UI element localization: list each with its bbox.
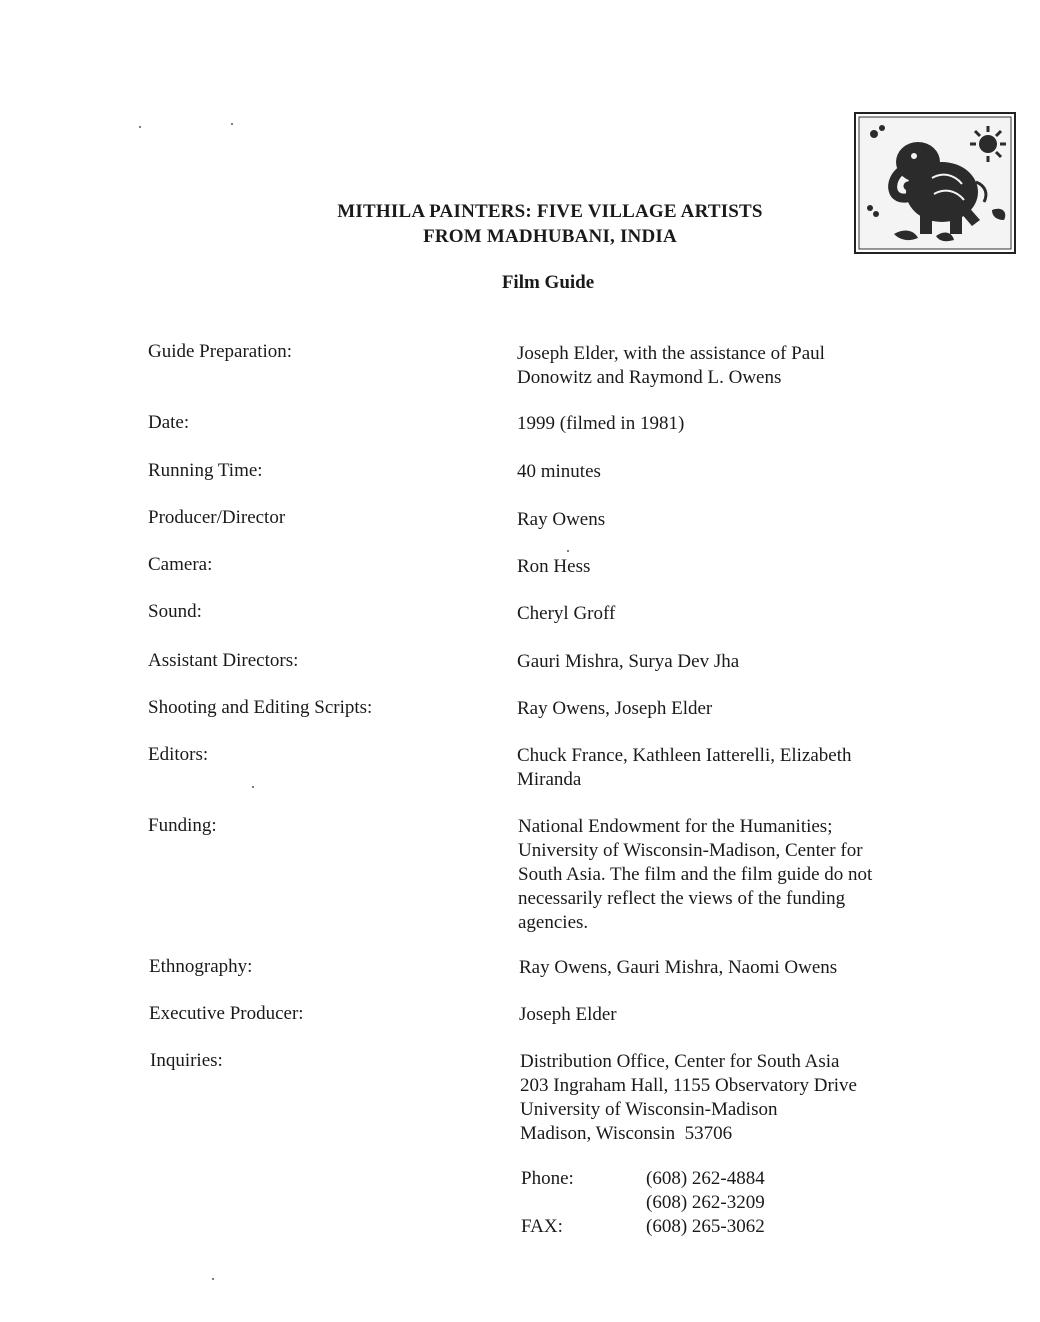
value-assistant-directors <box>517 650 937 674</box>
value-producer-director <box>517 508 937 532</box>
value-funding <box>518 815 938 935</box>
label-running-time: Running Time: <box>148 460 263 481</box>
scan-speck <box>139 126 141 128</box>
value-sound <box>517 602 937 626</box>
value-line: Chuck France, Kathleen Iatterelli, Elizabeth <box>517 745 852 766</box>
value-line: Ray Owens <box>517 509 606 530</box>
value-line: necessarily reflect the views of the funding <box>518 888 846 909</box>
label-executive-producer: Executive Producer: <box>149 1003 304 1024</box>
value-line: Madison, Wisconsin 53706 <box>520 1123 733 1144</box>
value-camera <box>517 555 937 579</box>
value-date <box>517 412 937 436</box>
value-line: Ray Owens, Gauri Mishra, Naomi Owens <box>519 957 838 978</box>
label-camera: Camera: <box>148 554 213 575</box>
value-line: University of Wisconsin-Madison <box>520 1099 778 1120</box>
label-date: Date: <box>148 412 190 433</box>
value-line: 40 minutes <box>517 461 601 482</box>
value-editors <box>517 744 937 792</box>
scan-speck <box>252 786 254 788</box>
value-line: Ray Owens, Joseph Elder <box>517 698 713 719</box>
value-line: Ron Hess <box>517 556 591 577</box>
value-line: Distribution Office, Center for South Asia <box>520 1051 840 1072</box>
value-line: Joseph Elder <box>519 1004 617 1025</box>
fax-number: (608) 265-3062 <box>646 1216 765 1237</box>
value-line: 1999 (filmed in 1981) <box>517 413 685 434</box>
scan-speck <box>567 550 569 552</box>
value-guide-preparation <box>517 342 937 390</box>
label-producer-director: Producer/Director <box>148 507 286 528</box>
scan-speck <box>231 123 233 125</box>
label-inquiries: Inquiries: <box>150 1050 223 1071</box>
value-inquiries-address <box>520 1050 940 1146</box>
value-line: 203 Ingraham Hall, 1155 Observatory Drive <box>520 1075 857 1096</box>
title-line-1: MITHILA PAINTERS: FIVE VILLAGE ARTISTS <box>337 201 763 222</box>
value-line: Cheryl Groff <box>517 603 616 624</box>
value-shooting-editing-scripts <box>517 697 937 721</box>
value-line: Donowitz and Raymond L. Owens <box>517 367 782 388</box>
value-line: agencies. <box>518 912 589 933</box>
value-line: South Asia. The film and the film guide do not <box>518 864 873 885</box>
label-sound: Sound: <box>148 601 202 622</box>
value-ethnography <box>519 956 939 980</box>
label-guide-preparation: Guide Preparation: <box>148 341 293 362</box>
label-ethnography: Ethnography: <box>149 956 253 977</box>
title-line-2: FROM MADHUBANI, INDIA <box>423 226 677 247</box>
label-assistant-directors: Assistant Directors: <box>148 650 299 671</box>
value-line: Gauri Mishra, Surya Dev Jha <box>517 651 740 672</box>
fax-label: FAX: <box>521 1216 563 1237</box>
scan-speck <box>212 1278 214 1280</box>
elephant-block-print-icon <box>854 112 1016 254</box>
label-shooting-editing-scripts: Shooting and Editing Scripts: <box>148 697 373 718</box>
value-line: Miranda <box>517 769 582 790</box>
phone-number-1: (608) 262-4884 <box>646 1168 765 1189</box>
subtitle: Film Guide <box>501 272 595 293</box>
label-funding: Funding: <box>148 815 217 836</box>
value-line: National Endowment for the Humanities; <box>518 816 833 837</box>
phone-number-2: (608) 262-3209 <box>646 1192 765 1213</box>
label-editors: Editors: <box>148 744 209 765</box>
value-running-time <box>517 460 937 484</box>
value-line: Joseph Elder, with the assistance of Paul <box>517 343 825 364</box>
value-line: University of Wisconsin-Madison, Center for <box>518 840 863 861</box>
phone-label: Phone: <box>521 1168 574 1189</box>
value-executive-producer <box>519 1003 939 1027</box>
